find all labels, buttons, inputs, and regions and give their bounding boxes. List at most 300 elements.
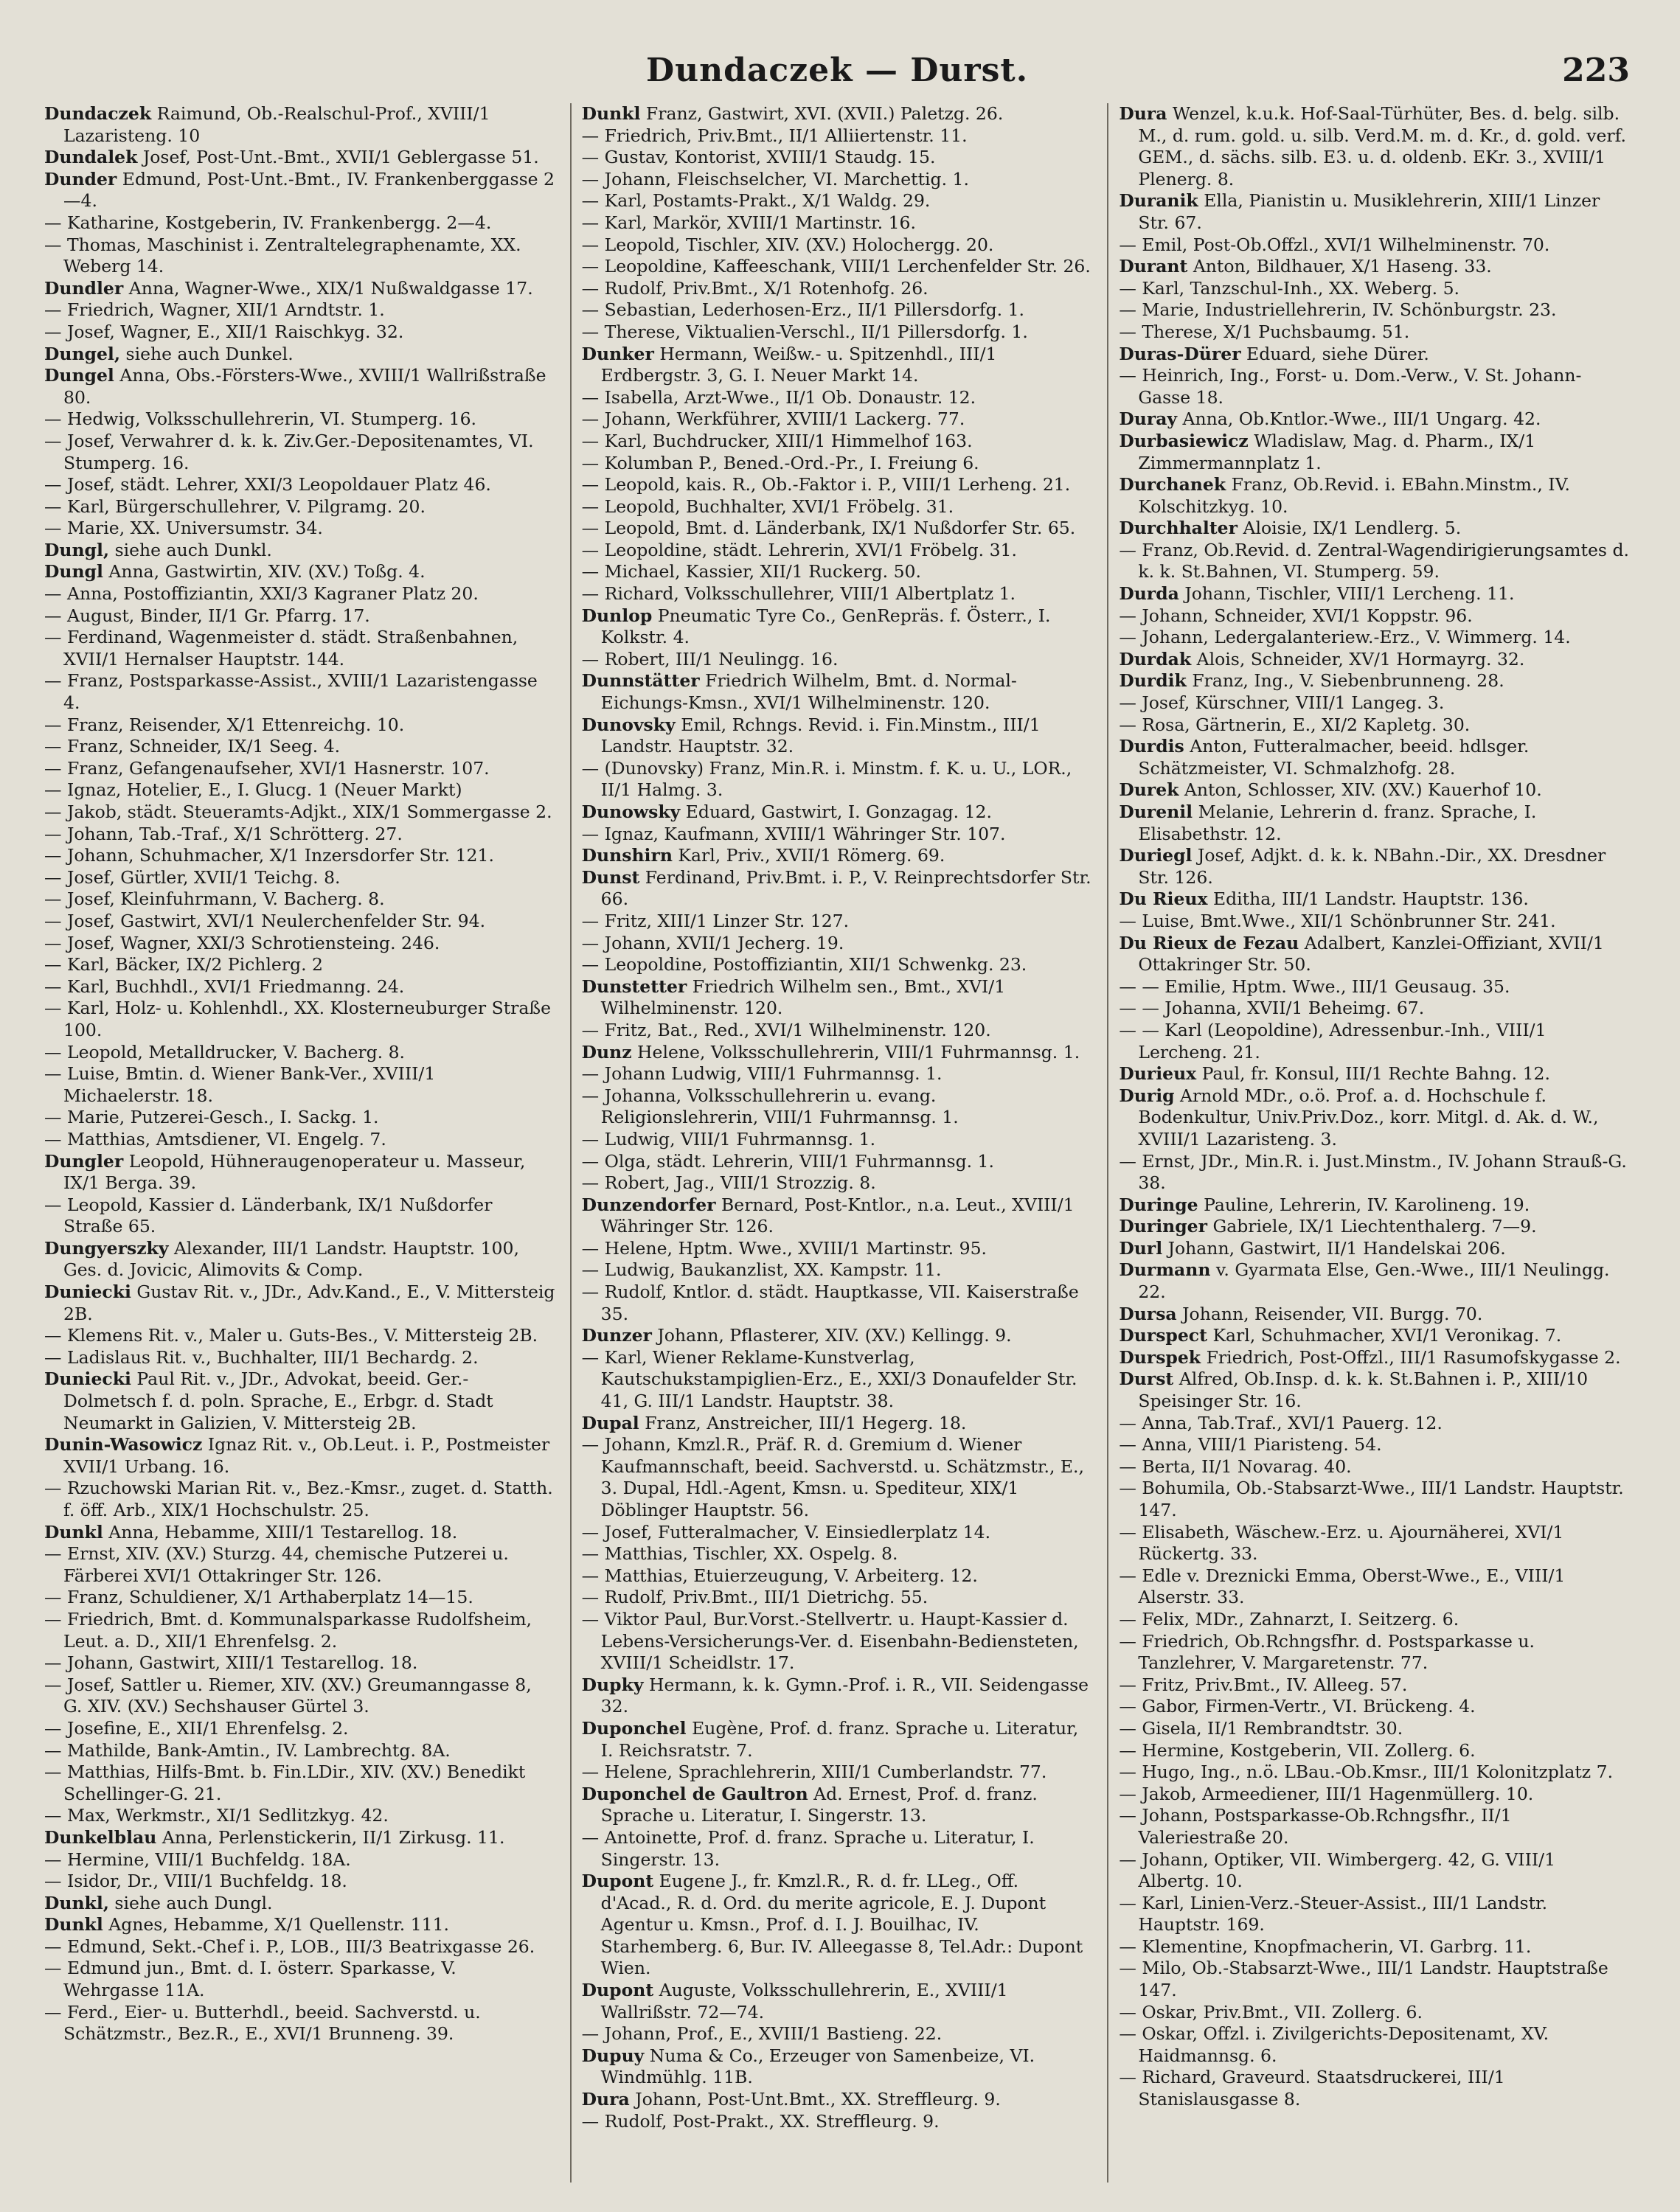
directory-entry bbox=[582, 1413, 1093, 1435]
entry-details: — Karl, Postamts-Prakt., X/1 Waldg. 29. bbox=[581, 190, 931, 212]
entry-details: — Johann, Tab.-Traf., X/1 Schrötterg. 27. bbox=[44, 823, 403, 844]
entry-details: siehe auch Dunkl. bbox=[109, 539, 272, 560]
directory-entry bbox=[44, 605, 555, 627]
entry-details: — Marie, Putzerei-Gesch., I. Sackg. 1. bbox=[44, 1107, 379, 1128]
directory-entry bbox=[1119, 1478, 1630, 1521]
entry-details: — Johann, Ledergalanteriew.-Erz., V. Wimmerg. 14. bbox=[1119, 627, 1571, 648]
entry-details: Friedrich Wilhelm, Bmt. d. Normal-Eichungs-Kmsn., XVI/1 Wilhelminenstr. 120. bbox=[600, 670, 1017, 714]
directory-entry bbox=[582, 408, 1093, 431]
directory-entry bbox=[1119, 1718, 1630, 1740]
entry-surname: Dungler bbox=[44, 1150, 124, 1172]
directory-entry bbox=[1119, 2023, 1630, 2067]
entry-details: Alois, Schneider, XV/1 Hormayrg. 32. bbox=[1191, 648, 1525, 669]
directory-entry bbox=[582, 2089, 1093, 2111]
entry-details: — Josef, städt. Lehrer, XXI/3 Leopoldauer Platz 46. bbox=[44, 474, 491, 495]
entry-details: — Helene, Hptm. Wwe., XVIII/1 Martinstr. 95. bbox=[581, 1237, 987, 1259]
entry-surname: Durchanek bbox=[1119, 474, 1226, 495]
entry-details: — Luise, Bmtin. d. Wiener Bank-Ver., XVIII/1 Michaelerstr. 18. bbox=[44, 1063, 436, 1106]
entry-details: siehe auch Dunkel. bbox=[120, 343, 294, 364]
entry-surname: Duringer bbox=[1119, 1216, 1207, 1237]
directory-entry bbox=[1119, 1696, 1630, 1718]
directory-entry bbox=[582, 1042, 1093, 1064]
directory-entry bbox=[44, 1151, 555, 1194]
directory-entry bbox=[1119, 976, 1630, 998]
directory-entry bbox=[44, 1107, 555, 1129]
directory-entry bbox=[44, 1522, 555, 1544]
entry-surname: Durspek bbox=[1119, 1346, 1201, 1368]
directory-entry bbox=[44, 1238, 555, 1281]
entry-details: — (Dunovsky) Franz, Min.R. i. Minstm. f. K. u. U., LOR., II/1 Halmg. 3. bbox=[581, 757, 1072, 801]
directory-entry bbox=[44, 1325, 555, 1347]
directory-entry bbox=[44, 1434, 555, 1478]
directory-entry bbox=[582, 1281, 1093, 1325]
entry-details: — Luise, Bmt.Wwe., XII/1 Schönbrunner Str. 241. bbox=[1119, 910, 1556, 931]
entry-surname: Duponchel de Gaultron bbox=[581, 1783, 808, 1804]
directory-entry bbox=[44, 344, 555, 366]
entry-details: — Ignaz, Kaufmann, XVIII/1 Währinger Str. 107. bbox=[581, 823, 1006, 844]
directory-entry bbox=[44, 1281, 555, 1325]
directory-entry bbox=[1119, 1085, 1630, 1151]
entry-details: v. Gyarmata Else, Gen.-Wwe., III/1 Neulingg. 22. bbox=[1138, 1259, 1610, 1303]
entry-details: — Karl, Bürgerschullehrer, V. Pilgramg. 20. bbox=[44, 495, 426, 517]
entry-details: — Hermine, Kostgeberin, VII. Zollerg. 6. bbox=[1119, 1739, 1476, 1761]
directory-entry bbox=[44, 824, 555, 846]
directory-entry bbox=[44, 758, 555, 780]
directory-entry bbox=[1119, 1216, 1630, 1238]
entry-surname: Durst bbox=[1119, 1368, 1174, 1390]
entry-details: — Rudolf, Priv.Bmt., III/1 Dietrichg. 55. bbox=[581, 1587, 928, 1608]
directory-entry bbox=[1119, 1805, 1630, 1848]
entry-details: — Josef, Gürtler, XVII/1 Teichg. 8. bbox=[44, 866, 341, 888]
entry-details: Edmund, Post-Unt.-Bmt., IV. Frankenberggasse 2—4. bbox=[63, 168, 555, 212]
entry-details: — Matthias, Hilfs-Bmt. b. Fin.LDir., XIV. (XV.) Benedikt Schellinger-G. 21. bbox=[44, 1761, 526, 1804]
entry-surname: Dunstetter bbox=[581, 975, 687, 997]
directory-entry bbox=[582, 387, 1093, 409]
directory-entry bbox=[582, 954, 1093, 976]
entry-details: — Hedwig, Volksschullehrerin, VI. Stumperg. 16. bbox=[44, 408, 477, 430]
directory-entry bbox=[1119, 1151, 1630, 1194]
entry-details: — Johann, Schneider, XVI/1 Koppstr. 96. bbox=[1119, 605, 1473, 626]
entry-details: — Leopold, kais. R., Ob.-Faktor i. P., VIII/1 Lerheng. 21. bbox=[581, 474, 1071, 495]
directory-entry bbox=[1119, 998, 1630, 1020]
directory-entry bbox=[44, 1761, 555, 1805]
entry-details: — Josef, Verwahrer d. k. k. Ziv.Ger.-Depositenamtes, VI. Stumperg. 16. bbox=[44, 430, 534, 473]
entry-details: Hermann, k. k. Gymn.-Prof. i. R., VII. Seidengasse 32. bbox=[600, 1674, 1089, 1717]
directory-entry bbox=[1119, 344, 1630, 366]
directory-entry bbox=[1119, 779, 1630, 801]
directory-entry bbox=[1119, 649, 1630, 671]
entry-details: Melanie, Lehrerin d. franz. Sprache, I. Elisabethstr. 12. bbox=[1138, 801, 1537, 844]
directory-entry bbox=[582, 1827, 1093, 1871]
entry-details: — Josef, Kürschner, VIII/1 Langeg. 3. bbox=[1119, 692, 1445, 714]
entry-details: Adalbert, Kanzlei-Offiziant, XVII/1 Ottakringer Str. 50. bbox=[1138, 932, 1604, 975]
entry-details: Franz, Ing., V. Siebenbrunneng. 28. bbox=[1186, 670, 1504, 692]
entry-details: Helene, Volksschullehrerin, VIII/1 Fuhrmannsg. 1. bbox=[631, 1041, 1080, 1062]
entry-surname: Dunker bbox=[581, 343, 654, 364]
entry-details: — Josef, Sattler u. Riemer, XIV. (XV.) Greumanngasse 8, G. XIV. (XV.) Sechshauser Gürtel 3. bbox=[44, 1674, 532, 1717]
entry-details: Anton, Futteralmacher, beeid. hdlsger. Schätzmeister, VI. Schmalzhofg. 28. bbox=[1138, 736, 1530, 779]
entry-details: Karl, Priv., XVII/1 Römerg. 69. bbox=[672, 845, 945, 866]
directory-entry bbox=[1119, 2002, 1630, 2024]
directory-entry bbox=[582, 103, 1093, 125]
entry-details: — Josef, Futteralmacher, V. Einsiedlerplatz 14. bbox=[581, 1521, 991, 1543]
directory-entry bbox=[44, 2002, 555, 2045]
directory-entry bbox=[44, 1849, 555, 1871]
entry-details: Johann, Gastwirt, II/1 Handelskai 206. bbox=[1162, 1237, 1506, 1259]
directory-entry bbox=[44, 998, 555, 1041]
directory-entry bbox=[582, 801, 1093, 824]
entry-surname: Dunkl bbox=[581, 103, 641, 124]
entry-details: — Milo, Ob.-Stabsarzt-Wwe., III/1 Landstr. Hauptstraße 147. bbox=[1119, 1958, 1608, 2001]
directory-entry bbox=[44, 1368, 555, 1434]
directory-entry bbox=[582, 1238, 1093, 1260]
entry-details: — Mathilde, Bank-Amtin., IV. Lambrechtg. 8A. bbox=[44, 1739, 451, 1761]
entry-surname: Dupuy bbox=[581, 2045, 645, 2066]
directory-entry bbox=[1119, 605, 1630, 627]
entry-surname: Durspect bbox=[1119, 1325, 1207, 1346]
entry-surname: Durig bbox=[1119, 1085, 1175, 1106]
entry-details: — Heinrich, Ing., Forst- u. Dom.-Verw., V. St. Johann-Gasse 18. bbox=[1119, 365, 1582, 408]
entry-details: Gustav Rit. v., JDr., Adv.Kand., E., V. Mittersteig 2B. bbox=[63, 1281, 555, 1324]
entry-details: Karl, Schuhmacher, XVI/1 Veronikag. 7. bbox=[1207, 1325, 1562, 1346]
directory-entry bbox=[44, 1740, 555, 1762]
entry-details: — Richard, Graveurd. Staatsdruckerei, III/1 Stanislausgasse 8. bbox=[1119, 2067, 1505, 2110]
entry-details: — Matthias, Tischler, XX. Ospelg. 8. bbox=[581, 1543, 898, 1565]
entry-details: Johann, Post-Unt.Bmt., XX. Streffleurg. 9. bbox=[629, 2089, 1001, 2110]
entry-surname: Dunzer bbox=[581, 1325, 652, 1346]
directory-entry bbox=[44, 867, 555, 889]
directory-entry bbox=[44, 888, 555, 911]
directory-entry bbox=[582, 1325, 1093, 1347]
entry-details: Josef, Adjkt. d. k. k. NBahn.-Dir., XX. Dresdner Str. 126. bbox=[1138, 845, 1606, 888]
directory-entry bbox=[44, 561, 555, 583]
directory-entry bbox=[44, 234, 555, 278]
entry-surname: Dungel bbox=[44, 365, 114, 386]
directory-entry bbox=[582, 212, 1093, 234]
entry-details: — Franz, Schuldiener, X/1 Arthaberplatz 14—15. bbox=[44, 1587, 473, 1608]
directory-entry bbox=[44, 1609, 555, 1652]
entry-surname: Dunowsky bbox=[581, 801, 681, 822]
entry-details: — Karl, Holz- u. Kohlenhdl., XX. Klosterneuburger Straße 100. bbox=[44, 998, 552, 1040]
entry-details: — Leopold, Tischler, XIV. (XV.) Holochergg. 20. bbox=[581, 234, 994, 255]
directory-entry bbox=[582, 1609, 1093, 1674]
entry-details: — — Johanna, XVII/1 Beheimg. 67. bbox=[1119, 998, 1425, 1019]
directory-entry bbox=[44, 911, 555, 933]
page-number: 223 bbox=[1562, 52, 1630, 89]
directory-entry bbox=[582, 1587, 1093, 1609]
directory-entry bbox=[1119, 583, 1630, 605]
directory-entry bbox=[44, 933, 555, 955]
entry-details: — Thomas, Maschinist i. Zentraltelegraphenamte, XX. Weberg 14. bbox=[44, 234, 521, 277]
directory-entry bbox=[44, 976, 555, 998]
entry-details: — Sebastian, Lederhosen-Erz., II/1 Pillersdorfg. 1. bbox=[581, 299, 1025, 321]
entry-details: — Johann, XVII/1 Jecherg. 19. bbox=[581, 932, 844, 953]
entry-details: — Ludwig, VIII/1 Fuhrmannsg. 1. bbox=[581, 1128, 876, 1150]
directory-entry bbox=[582, 2045, 1093, 2089]
entry-surname: Dunz bbox=[581, 1041, 632, 1062]
entry-details: — Jakob, Armeediener, III/1 Hagenmüllerg. 10. bbox=[1119, 1783, 1534, 1804]
entry-details: Pneumatic Tyre Co., GenRepräs. f. Österr., I. Kolkstr. 4. bbox=[600, 605, 1051, 648]
entry-details: — Oskar, Offzl. i. Zivilgerichts-Depositenamt, XV. Haidmannsg. 6. bbox=[1119, 2023, 1549, 2066]
directory-entry bbox=[1119, 256, 1630, 278]
directory-entry bbox=[44, 169, 555, 212]
directory-entry bbox=[1119, 299, 1630, 321]
directory-entry bbox=[582, 1434, 1093, 1521]
directory-entry bbox=[44, 1893, 555, 1915]
entry-details: — Katharine, Kostgeberin, IV. Frankenbergg. 2—4. bbox=[44, 212, 492, 233]
directory-entry bbox=[1119, 1347, 1630, 1369]
entry-details: Ella, Pianistin u. Musiklehrerin, XIII/1 Linzer Str. 67. bbox=[1138, 190, 1600, 233]
entry-details: — — Karl (Leopoldine), Adressenbur.-Inh., VIII/1 Lercheng. 21. bbox=[1119, 1019, 1547, 1062]
entry-details: — Josef, Wagner, XXI/3 Schrotiensteing. 246. bbox=[44, 932, 440, 953]
entry-details: Pauline, Lehrerin, IV. Karolineng. 19. bbox=[1198, 1194, 1530, 1215]
directory-entry bbox=[1119, 1631, 1630, 1674]
directory-entry bbox=[44, 474, 555, 496]
directory-entry bbox=[44, 1587, 555, 1609]
directory-entry bbox=[44, 1718, 555, 1740]
entry-details: — Richard, Volksschullehrer, VIII/1 Albertplatz 1. bbox=[581, 583, 1016, 605]
entry-details: Josef, Post-Unt.-Bmt., XVII/1 Geblergasse 51. bbox=[137, 147, 539, 168]
entry-details: — Elisabeth, Wäschew.-Erz. u. Ajournäherei, XVI/1 Rückertg. 33. bbox=[1119, 1521, 1564, 1565]
entry-details: Auguste, Volksschullehrerin, E., XVIII/1 Wallrißstr. 72—74. bbox=[600, 1980, 1008, 2023]
entry-surname: Dura bbox=[1119, 103, 1167, 124]
directory-entry bbox=[44, 670, 555, 714]
directory-entry bbox=[582, 1020, 1093, 1042]
directory-entry bbox=[582, 125, 1093, 147]
entry-surname: Dunkl bbox=[44, 1521, 103, 1543]
directory-entry bbox=[44, 1871, 555, 1893]
directory-entry bbox=[1119, 888, 1630, 911]
directory-entry bbox=[582, 1980, 1093, 2023]
entry-details: — Leopold, Metalldrucker, V. Bacherg. 8. bbox=[44, 1041, 406, 1062]
entry-details: — Karl, Buchhdl., XVI/1 Friedmanng. 24. bbox=[44, 975, 405, 997]
entry-surname: Dursa bbox=[1119, 1303, 1177, 1324]
directory-entry bbox=[44, 1805, 555, 1827]
directory-entry bbox=[582, 758, 1093, 801]
directory-entry bbox=[1119, 540, 1630, 583]
directory-entry bbox=[1119, 1063, 1630, 1085]
entry-surname: Duras-Dürer bbox=[1119, 343, 1241, 364]
directory-entry bbox=[582, 867, 1093, 911]
entry-details: — Johann, Gastwirt, XIII/1 Testarellog. 18. bbox=[44, 1652, 418, 1674]
entry-details: — Therese, X/1 Puchsbaumg. 51. bbox=[1119, 321, 1410, 342]
entry-details: — Felix, MDr., Zahnarzt, I. Seitzerg. 6. bbox=[1119, 1608, 1459, 1630]
entry-surname: Durchhalter bbox=[1119, 518, 1238, 539]
directory-entry bbox=[582, 1674, 1093, 1718]
directory-entry bbox=[44, 583, 555, 605]
directory-entry bbox=[44, 103, 555, 147]
directory-entry bbox=[1119, 2067, 1630, 2110]
entry-details: — Ladislaus Rit. v., Buchhalter, III/1 Bechardg. 2. bbox=[44, 1346, 479, 1368]
directory-entry bbox=[44, 1936, 555, 1958]
directory-entry bbox=[582, 278, 1093, 300]
directory-entry bbox=[582, 1129, 1093, 1151]
directory-entry bbox=[582, 1172, 1093, 1194]
entry-details: — Jakob, städt. Steueramts-Adjkt., XIX/1 Sommergasse 2. bbox=[44, 801, 552, 822]
directory-entry bbox=[44, 1674, 555, 1718]
entry-details: — Marie, Industriellehrerin, IV. Schönburgstr. 23. bbox=[1119, 299, 1557, 321]
directory-entry bbox=[1119, 1565, 1630, 1609]
directory-entry bbox=[1119, 1740, 1630, 1762]
entry-details: — Ignaz, Hotelier, E., I. Glucg. 1 (Neuer Markt) bbox=[44, 779, 462, 801]
entry-surname: Dunshirn bbox=[581, 845, 673, 866]
entry-details: Eduard, siehe Dürer. bbox=[1240, 343, 1429, 364]
entry-details: — Edle v. Dreznicki Emma, Oberst-Wwe., E., VIII/1 Alserstr. 33. bbox=[1119, 1565, 1566, 1608]
entry-surname: Durek bbox=[1119, 779, 1179, 801]
entry-details: Agnes, Hebamme, X/1 Quellenstr. 111. bbox=[103, 1914, 450, 1935]
directory-columns bbox=[44, 103, 1630, 2183]
entry-surname: Dupont bbox=[581, 1980, 654, 2001]
entry-surname: Dundaczek bbox=[44, 103, 152, 124]
entry-details: — Karl, Bäcker, IX/2 Pichlerg. 2 bbox=[44, 954, 323, 975]
directory-entry bbox=[1119, 1784, 1630, 1806]
entry-details: Paul, fr. Konsul, III/1 Rechte Bahng. 12. bbox=[1196, 1063, 1550, 1085]
entry-details: Anna, Ob.Kntlor.-Wwe., III/1 Ungarg. 42. bbox=[1177, 408, 1541, 430]
entry-details: Editha, III/1 Landstr. Hauptstr. 136. bbox=[1207, 888, 1529, 910]
entry-surname: Durdak bbox=[1119, 648, 1192, 669]
directory-entry bbox=[1119, 518, 1630, 540]
column-right bbox=[1107, 103, 1630, 2183]
entry-details: Numa & Co., Erzeuger von Samenbeize, VI. Windmühlg. 11B. bbox=[600, 2045, 1035, 2088]
entry-details: Emil, Rchngs. Revid. i. Fin.Minstm., III/1 Landstr. Hauptstr. 32. bbox=[600, 714, 1041, 757]
directory-entry bbox=[44, 1347, 555, 1369]
entry-surname: Dunlop bbox=[581, 605, 653, 626]
entry-details: — Isidor, Dr., VIII/1 Buchfeldg. 18. bbox=[44, 1871, 347, 1892]
directory-entry bbox=[582, 583, 1093, 605]
entry-details: — Michael, Kassier, XII/1 Ruckerg. 50. bbox=[581, 561, 921, 582]
entry-details: — Hugo, Ing., n.ö. LBau.-Ob.Kmsr., III/1 Kolonitzplatz 7. bbox=[1119, 1761, 1614, 1783]
entry-details: Bernard, Post-Kntlor., n.a. Leut., XVIII/1 Währinger Str. 126. bbox=[600, 1194, 1075, 1237]
entry-details: Franz, Ob.Revid. i. EBahn.Minstm., IV. Kolschitzkyg. 10. bbox=[1138, 474, 1570, 517]
directory-entry bbox=[44, 1042, 555, 1064]
directory-entry bbox=[1119, 911, 1630, 933]
entry-details: — Karl, Markör, XVIII/1 Martinstr. 16. bbox=[581, 212, 916, 233]
directory-entry bbox=[582, 1259, 1093, 1281]
entry-details: siehe auch Dungl. bbox=[108, 1892, 273, 1913]
entry-details: Eugene J., fr. Kmzl.R., R. d. fr. LLeg., Off. d'Acad., R. d. Ord. du merite agricole, E. J. Dupont Agentur u. Kmsn., Prof. d. I. J. Bouilhac, IV. Starhemberg. 6, Bur. IV. Alleegasse 8, Tel.Adr.: Dupont Wien. bbox=[600, 1871, 1083, 1979]
entry-details: Franz, Anstreicher, III/1 Hegerg. 18. bbox=[639, 1412, 967, 1433]
entry-details: — Emil, Post-Ob.Offzl., XVI/1 Wilhelminenstr. 70. bbox=[1119, 234, 1550, 255]
entry-surname: Duniecki bbox=[44, 1281, 131, 1303]
entry-details: — Franz, Ob.Revid. d. Zentral-Wagendirigierungsamtes d. k. k. St.Bahnen, VI. Stumperg. 59. bbox=[1119, 539, 1629, 582]
directory-entry bbox=[582, 976, 1093, 1020]
directory-entry bbox=[44, 627, 555, 670]
entry-surname: Dunkl, bbox=[44, 1892, 109, 1913]
directory-entry bbox=[582, 147, 1093, 169]
entry-details: — Berta, II/1 Novarag. 40. bbox=[1119, 1455, 1352, 1477]
directory-entry bbox=[582, 824, 1093, 846]
directory-entry bbox=[1119, 1456, 1630, 1478]
entry-details: — Gisela, II/1 Rembrandtstr. 30. bbox=[1119, 1717, 1403, 1739]
directory-entry bbox=[582, 1522, 1093, 1544]
entry-surname: Durieux bbox=[1119, 1063, 1197, 1085]
entry-details: — Fritz, Priv.Bmt., IV. Alleeg. 57. bbox=[1119, 1674, 1408, 1695]
entry-details: — Friedrich, Priv.Bmt., II/1 Alliiertenstr. 11. bbox=[581, 125, 968, 146]
directory-entry bbox=[582, 670, 1093, 714]
entry-details: — Johann, Postsparkasse-Ob.Rchngsfhr., II/1 Valeriestraße 20. bbox=[1119, 1805, 1512, 1848]
entry-details: — Viktor Paul, Bur.Vorst.-Stellvertr. u. Haupt-Kassier d. Lebens-Versicherungs-Ver. d. Eisenbahn-Bediensteten, XVIII/1 Scheidlstr. 17. bbox=[581, 1608, 1079, 1674]
entry-surname: Durdik bbox=[1119, 670, 1187, 692]
directory-entry bbox=[44, 431, 555, 474]
entry-surname: Dunin-Wasowicz bbox=[44, 1434, 203, 1455]
directory-entry bbox=[582, 431, 1093, 453]
directory-entry bbox=[1119, 1325, 1630, 1347]
entry-surname: Dunst bbox=[581, 866, 640, 888]
directory-entry bbox=[44, 845, 555, 867]
directory-entry bbox=[582, 299, 1093, 321]
entry-surname: Dura bbox=[581, 2089, 630, 2110]
entry-details: — Leopold, Kassier d. Länderbank, IX/1 Nußdorfer Straße 65. bbox=[44, 1194, 493, 1237]
entry-details: — Josef, Gastwirt, XVI/1 Neulerchenfelder Str. 94. bbox=[44, 910, 486, 931]
entry-details: — Edmund, Sekt.-Chef i. P., LOB., III/3 Beatrixgasse 26. bbox=[44, 1935, 535, 1957]
directory-entry bbox=[44, 1129, 555, 1151]
directory-entry bbox=[44, 1958, 555, 2001]
directory-entry bbox=[1119, 365, 1630, 408]
page-header bbox=[44, 52, 1630, 99]
directory-entry bbox=[582, 605, 1093, 649]
directory-entry bbox=[1119, 1761, 1630, 1784]
entry-details: Anton, Bildhauer, X/1 Haseng. 33. bbox=[1187, 256, 1492, 277]
directory-entry bbox=[1119, 278, 1630, 300]
entry-surname: Duranik bbox=[1119, 190, 1198, 212]
entry-surname: Du Rieux de Fezau bbox=[1119, 932, 1299, 953]
entry-details: — August, Binder, II/1 Gr. Pfarrg. 17. bbox=[44, 605, 370, 626]
directory-entry bbox=[582, 321, 1093, 344]
directory-entry bbox=[44, 408, 555, 431]
entry-details: Aloisie, IX/1 Lendlerg. 5. bbox=[1238, 518, 1462, 539]
entry-surname: Duringe bbox=[1119, 1194, 1198, 1215]
entry-details: — Max, Werkmstr., XI/1 Sedlitzkyg. 42. bbox=[44, 1805, 389, 1826]
page-title: Dundaczek — Durst. bbox=[645, 52, 1029, 89]
directory-entry bbox=[44, 1652, 555, 1674]
directory-entry bbox=[44, 147, 555, 169]
entry-details: — Karl, Linien-Verz.-Steuer-Assist., III/1 Landstr. Hauptstr. 169. bbox=[1119, 1892, 1548, 1935]
entry-details: — Klemens Rit. v., Maler u. Guts-Bes., V. Mittersteig 2B. bbox=[44, 1325, 538, 1346]
directory-entry bbox=[1119, 1304, 1630, 1326]
entry-details: Ad. Ernest, Prof. d. franz. Sprache u. Literatur, I. Singerstr. 13. bbox=[600, 1783, 1038, 1826]
entry-details: Johann, Tischler, VIII/1 Lercheng. 11. bbox=[1179, 583, 1515, 605]
entry-details: — Karl, Tanzschul-Inh., XX. Weberg. 5. bbox=[1119, 277, 1459, 299]
directory-entry bbox=[1119, 933, 1630, 976]
directory-entry bbox=[582, 344, 1093, 387]
entry-details: Anna, Wagner-Wwe., XIX/1 Nußwaldgasse 17. bbox=[123, 277, 533, 299]
directory-entry bbox=[582, 496, 1093, 518]
column-middle bbox=[570, 103, 1093, 2183]
directory-entry bbox=[1119, 1958, 1630, 2001]
directory-entry bbox=[1119, 801, 1630, 845]
directory-entry bbox=[1119, 1674, 1630, 1697]
entry-surname: Dunkelblau bbox=[44, 1826, 157, 1848]
directory-entry bbox=[44, 779, 555, 801]
directory-entry bbox=[1119, 1893, 1630, 1936]
directory-entry bbox=[582, 190, 1093, 212]
entry-details: — Ludwig, Baukanzlist, XX. Kampstr. 11. bbox=[581, 1259, 942, 1281]
directory-entry bbox=[44, 212, 555, 234]
entry-surname: Durl bbox=[1119, 1237, 1163, 1259]
directory-entry bbox=[1119, 845, 1630, 888]
column-left bbox=[44, 103, 555, 2183]
entry-details: — Robert, III/1 Neulingg. 16. bbox=[581, 648, 839, 669]
directory-entry bbox=[582, 540, 1093, 562]
entry-surname: Durmann bbox=[1119, 1259, 1211, 1281]
entry-details: Franz, Gastwirt, XVI. (XVII.) Paletzg. 26. bbox=[640, 103, 1004, 124]
directory-entry bbox=[1119, 1020, 1630, 1063]
directory-entry bbox=[582, 714, 1093, 758]
entry-surname: Dundalek bbox=[44, 147, 138, 168]
entry-details: — Rosa, Gärtnerin, E., XI/2 Kapletg. 30. bbox=[1119, 714, 1471, 735]
entry-details: Johann, Reisender, VII. Burgg. 70. bbox=[1176, 1303, 1483, 1324]
directory-entry bbox=[582, 1543, 1093, 1565]
